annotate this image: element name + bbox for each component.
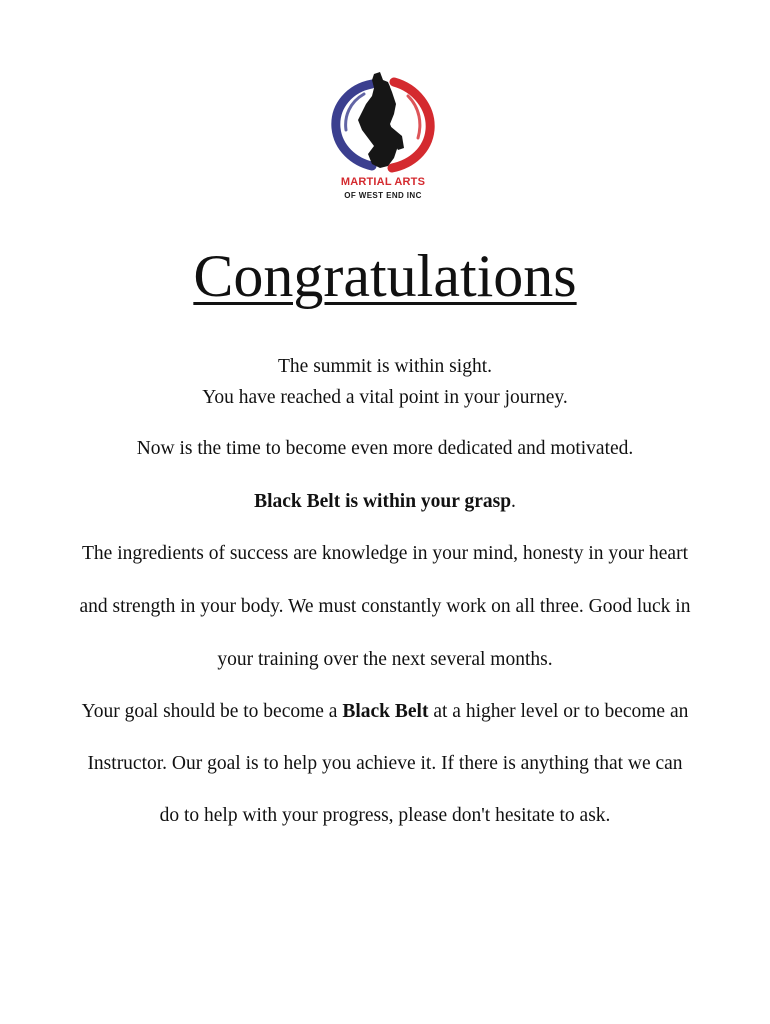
body-line-8-pre: Your goal should be to become a xyxy=(81,701,343,722)
body-line-1: The summit is within sight. xyxy=(278,356,492,377)
body-line-7: your training over the next several months. xyxy=(217,649,553,670)
body-line-6: and strength in your body. We must constantly work on all three. Good luck in xyxy=(79,596,691,617)
body-line-10: do to help with your progress, please don't hesitate to ask. xyxy=(159,805,611,826)
martial-arts-logo xyxy=(328,70,438,205)
body-line-4 xyxy=(0,490,770,514)
black-belt-grasp-text: Black Belt is within your grasp xyxy=(254,491,512,512)
body-line-3: Now is the time to become even more dedicated and motivated. xyxy=(136,438,634,459)
body-line-8-post: at a higher level or to become an xyxy=(428,701,689,722)
logo-subtitle: OF WEST END INC xyxy=(344,191,422,200)
logo-emblem-icon xyxy=(328,70,438,174)
page-title: Congratulations xyxy=(193,243,577,309)
body-line-2: You have reached a vital point in your journey. xyxy=(202,387,568,408)
body-line-9: Instructor. Our goal is to help you achieve it. If there is anything that we can xyxy=(87,753,683,774)
logo-title: MARTIAL ARTS xyxy=(340,176,426,188)
body-line-5: The ingredients of success are knowledge in your mind, honesty in your heart xyxy=(82,543,688,564)
body-line-8 xyxy=(0,700,770,724)
black-belt-text: Black Belt xyxy=(342,701,429,722)
body-line-4-tail: . xyxy=(511,491,516,512)
